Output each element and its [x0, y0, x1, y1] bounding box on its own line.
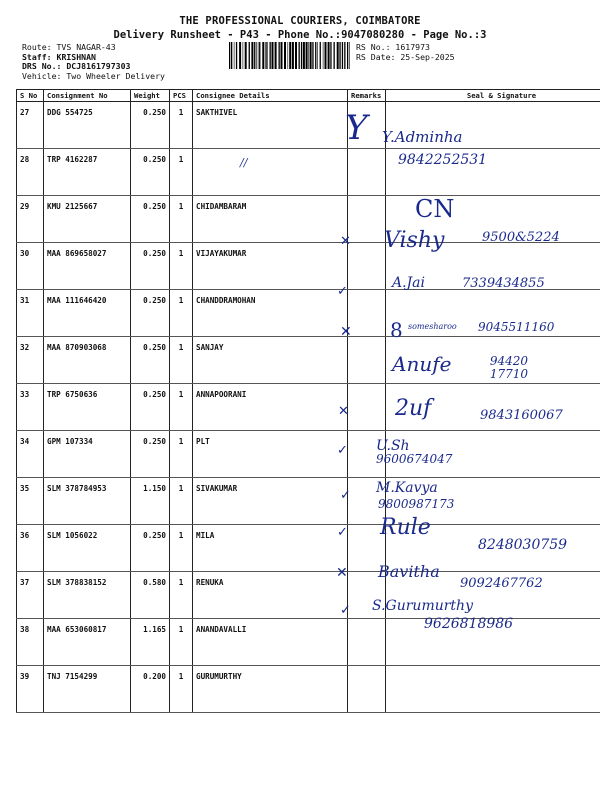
- cell-remarks: [348, 149, 386, 196]
- barcode-image: [228, 42, 352, 69]
- cell-consignment: TRP 4162287: [44, 149, 131, 196]
- handwritten-phone: 7339434855: [462, 276, 545, 291]
- cell-consignee: GURUMURTHY: [193, 666, 348, 713]
- handwritten-signature: U.Sh: [376, 438, 410, 454]
- tick-mark: ✕: [340, 234, 351, 249]
- table-header-row: [17, 90, 600, 102]
- cell-sno: 27: [17, 102, 44, 149]
- cell-pcs: 1: [170, 431, 193, 478]
- cell-consignment: MAA 869658027: [44, 243, 131, 290]
- cell-pcs: 1: [170, 149, 193, 196]
- cell-consignment: MAA 111646420: [44, 290, 131, 337]
- cell-weight: 0.580: [131, 572, 170, 619]
- handwritten-phone: 9600674047: [376, 452, 453, 466]
- cell-pcs: 1: [170, 243, 193, 290]
- table-row: [17, 431, 600, 478]
- handwritten-signature: Rule: [380, 515, 431, 540]
- cell-sno: 39: [17, 666, 44, 713]
- cell-remarks: [348, 666, 386, 713]
- cell-weight: 1.165: [131, 619, 170, 666]
- cell-pcs: 1: [170, 102, 193, 149]
- cell-sno: 35: [17, 478, 44, 525]
- cell-sno: 37: [17, 572, 44, 619]
- tick-mark: ✓: [337, 525, 348, 540]
- handwritten-phone: 9626818986: [424, 616, 514, 632]
- cell-consignee: SAKTHIVEL: [193, 102, 348, 149]
- runsheet-meta-right: [356, 43, 455, 62]
- cell-consignment: GPM 107334: [44, 431, 131, 478]
- handwritten-initials: CN: [415, 195, 455, 223]
- cell-consignment: SLM 378838152: [44, 572, 131, 619]
- cell-consignee: ANANDAVALLI: [193, 619, 348, 666]
- cell-consignment: SLM 1056022: [44, 525, 131, 572]
- cell-pcs: 1: [170, 478, 193, 525]
- cell-weight: 1.150: [131, 478, 170, 525]
- vehicle-text: Vehicle: Two Wheeler Delivery: [22, 70, 165, 81]
- cell-weight: 0.250: [131, 337, 170, 384]
- cell-sno: 32: [17, 337, 44, 384]
- cell-consignment: TNJ 7154299: [44, 666, 131, 713]
- col-remarks: Remarks: [348, 90, 386, 102]
- col-sno: S No: [17, 90, 44, 102]
- cell-sno: 30: [17, 243, 44, 290]
- cell-remarks: [348, 384, 386, 431]
- cell-consignment: DDG 554725: [44, 102, 131, 149]
- cell-weight: 0.250: [131, 290, 170, 337]
- cell-consignee: CHIDAMBARAM: [193, 196, 348, 243]
- tick-mark: ✓: [340, 488, 351, 503]
- handwritten-signature: Y.Adminha: [382, 128, 463, 146]
- handwritten-phone: 94420 17710: [489, 354, 528, 381]
- runsheet-meta-left: [22, 43, 165, 81]
- table-row: [17, 666, 600, 713]
- handwritten-phone: 9045511160: [478, 320, 555, 334]
- col-seal-signature: Seal & Signature: [386, 90, 600, 102]
- cell-consignee: ANNAPOORANI: [193, 384, 348, 431]
- table-row: [17, 149, 600, 196]
- cell-consignee: [193, 149, 348, 196]
- cell-remarks: [348, 290, 386, 337]
- handwritten-signature: Bavitha: [378, 562, 440, 581]
- cell-consignee: MILA: [193, 525, 348, 572]
- cell-remarks: [348, 243, 386, 290]
- tick-mark: ✕: [336, 565, 348, 581]
- cell-consignment: KMU 2125667: [44, 196, 131, 243]
- cell-weight: 0.250: [131, 149, 170, 196]
- staff-label: Staff:: [22, 51, 52, 62]
- handwritten-signature: A.Jai: [392, 275, 425, 291]
- rs-date: RS Date: 25-Sep-2025: [356, 51, 455, 62]
- cell-remarks: [348, 337, 386, 384]
- cell-consignment: MAA 653060817: [44, 619, 131, 666]
- cell-remarks: [348, 196, 386, 243]
- cell-pcs: 1: [170, 525, 193, 572]
- cell-pcs: 1: [170, 384, 193, 431]
- cell-sno: 38: [17, 619, 44, 666]
- cell-sno: 28: [17, 149, 44, 196]
- cell-weight: 0.250: [131, 243, 170, 290]
- cell-weight: 0.250: [131, 431, 170, 478]
- runsheet-subtitle: Delivery Runsheet - P43 - Phone No.:9047080280 - Page No.:3: [113, 29, 487, 41]
- cell-weight: 0.250: [131, 102, 170, 149]
- rs-number: RS No.: 1617973: [356, 42, 430, 52]
- tick-mark: ✓: [337, 443, 348, 458]
- cell-consignee: CHANDDRAMOHAN: [193, 290, 348, 337]
- cell-consignment: TRP 6750636: [44, 384, 131, 431]
- handwritten-signature: 2uf: [395, 396, 432, 421]
- handwritten-mark: //: [240, 156, 248, 169]
- cell-consignee: PLT: [193, 431, 348, 478]
- tick-mark: ✕: [340, 324, 352, 340]
- handwritten-phone: 9500&5224: [482, 230, 560, 245]
- drs-label: DRS No.:: [22, 61, 62, 71]
- handwritten-signature: Vishy: [384, 228, 445, 253]
- cell-sno: 34: [17, 431, 44, 478]
- table-row: [17, 478, 600, 525]
- cell-pcs: 1: [170, 196, 193, 243]
- handwritten-phone: 9092467762: [460, 576, 543, 591]
- col-pcs: PCS: [170, 90, 193, 102]
- cell-consignee: SIVAKUMAR: [193, 478, 348, 525]
- cell-weight: 0.250: [131, 525, 170, 572]
- table-row: [17, 102, 600, 149]
- cell-consignment: SLM 378784953: [44, 478, 131, 525]
- cell-pcs: 1: [170, 619, 193, 666]
- company-title: THE PROFESSIONAL COURIERS, COIMBATORE: [179, 15, 421, 27]
- route-text: Route: TVS NAGAR-43: [22, 42, 116, 52]
- handwritten-phone: 9843160067: [480, 408, 563, 423]
- handwritten-phone: 9842252531: [398, 152, 488, 168]
- drs-number: DCJ8161797303: [66, 61, 131, 71]
- handwritten-signature: S.Gurumurthy: [372, 598, 473, 614]
- tick-mark: ✕: [338, 404, 349, 419]
- col-consignment: Consignment No: [44, 90, 131, 102]
- handwritten-seal: 8: [390, 318, 403, 342]
- cell-consignee: VIJAYAKUMAR: [193, 243, 348, 290]
- handwritten-signature-mark: Y: [345, 108, 368, 148]
- table-row: [17, 384, 600, 431]
- cell-weight: 0.250: [131, 384, 170, 431]
- tick-mark: ✓: [337, 284, 348, 299]
- cell-seal-signature: [386, 666, 600, 713]
- cell-pcs: 1: [170, 337, 193, 384]
- cell-weight: 0.200: [131, 666, 170, 713]
- cell-pcs: 1: [170, 290, 193, 337]
- handwritten-signature: M.Kavya: [376, 480, 438, 496]
- handwritten-signature: somesharoo: [408, 322, 457, 331]
- handwritten-phone: 8248030759: [478, 537, 568, 553]
- cell-weight: 0.250: [131, 196, 170, 243]
- col-consignee: Consignee Details: [193, 90, 348, 102]
- cell-consignee: SANJAY: [193, 337, 348, 384]
- cell-sno: 36: [17, 525, 44, 572]
- cell-sno: 29: [17, 196, 44, 243]
- handwritten-phone: 9800987173: [378, 497, 455, 511]
- cell-consignment: MAA 870903068: [44, 337, 131, 384]
- cell-pcs: 1: [170, 666, 193, 713]
- cell-consignee: RENUKA: [193, 572, 348, 619]
- cell-remarks: [348, 619, 386, 666]
- cell-sno: 31: [17, 290, 44, 337]
- cell-sno: 33: [17, 384, 44, 431]
- handwritten-signature: Anufe: [392, 352, 452, 376]
- staff-name: KRISHNAN: [56, 51, 96, 62]
- cell-pcs: 1: [170, 572, 193, 619]
- col-weight: Weight: [131, 90, 170, 102]
- tick-mark: ✓: [340, 603, 351, 618]
